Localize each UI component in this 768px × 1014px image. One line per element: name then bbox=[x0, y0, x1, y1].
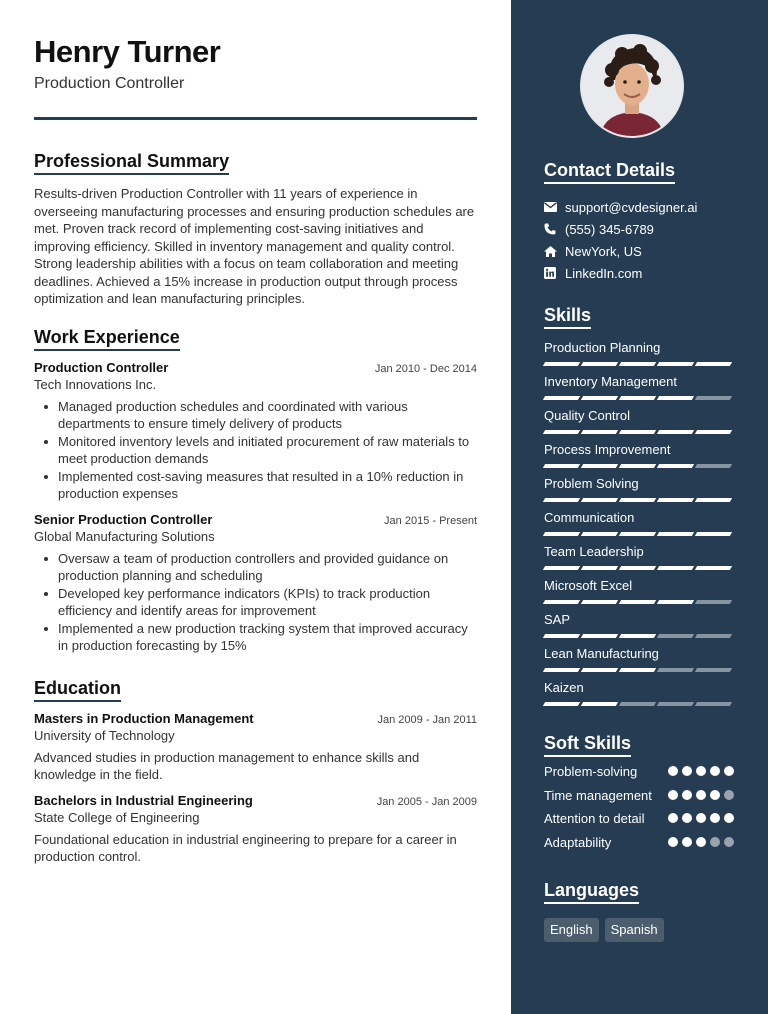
job-bullet: Oversaw a team of production controllers and provided guidance on production planning and scheduling bbox=[58, 550, 477, 585]
rating-dot-filled bbox=[682, 837, 692, 847]
language-tag: Spanish bbox=[605, 918, 664, 942]
soft-skill-name: Problem-solving bbox=[544, 764, 638, 779]
rating-bar-filled bbox=[619, 396, 656, 400]
home-icon bbox=[544, 246, 565, 257]
skill-item bbox=[544, 407, 734, 434]
rating-bar-filled bbox=[619, 634, 656, 638]
job-company: Global Manufacturing Solutions bbox=[34, 528, 215, 544]
soft-skills-section bbox=[544, 732, 734, 851]
profile-photo bbox=[580, 34, 684, 138]
soft-skills-list bbox=[544, 763, 734, 851]
rating-dot-filled bbox=[668, 813, 678, 823]
degree-description: Advanced studies in production management to enhance skills and knowledge in the field. bbox=[34, 749, 420, 782]
rating-bar-filled bbox=[619, 600, 656, 604]
contact-heading: Contact Details bbox=[544, 159, 675, 184]
job-company: Tech Innovations Inc. bbox=[34, 376, 157, 392]
job-entry bbox=[34, 360, 477, 503]
skill-rating bbox=[544, 600, 734, 604]
rating-bar-filled bbox=[581, 362, 618, 366]
contact-email[interactable] bbox=[544, 196, 734, 218]
rating-dot-filled bbox=[696, 766, 706, 776]
skill-name: SAP bbox=[544, 612, 571, 627]
job-dates: Jan 2015 - Present bbox=[384, 514, 477, 527]
summary-text: Results-driven Production Controller with 11 years of experience in overseeing manufacturing processes and ensuring production schedules are met. Proven track record of implementing cost-saving initiatives and improving efficiency. Skilled in inventory management and quality control. Strong leadership abilities with a focus on team collaboration and meeting deadlines. Achieved a 15% increase in production output through process optimization and lean manufacturing principles. bbox=[34, 186, 475, 306]
rating-dot-filled bbox=[682, 766, 692, 776]
rating-bar-filled bbox=[543, 498, 580, 502]
sidebar bbox=[511, 0, 768, 1014]
skill-name: Communication bbox=[544, 510, 635, 525]
rating-bar-filled bbox=[657, 532, 694, 536]
rating-bar-empty bbox=[695, 668, 732, 672]
job-bullet: Monitored inventory levels and initiated procurement of raw materials to meet production demands bbox=[58, 433, 477, 468]
languages-list bbox=[544, 918, 734, 942]
rating-bar-filled bbox=[543, 532, 580, 536]
candidate-title: Production Controller bbox=[34, 75, 185, 92]
contact-location bbox=[544, 240, 734, 262]
degree-dates: Jan 2009 - Jan 2011 bbox=[377, 713, 477, 726]
education-heading: Education bbox=[34, 677, 121, 702]
rating-bar-filled bbox=[657, 464, 694, 468]
soft-skill-name: Adaptability bbox=[544, 834, 612, 850]
school-name: State College of Engineering bbox=[34, 809, 200, 825]
degree-title: Masters in Production Management bbox=[34, 710, 254, 726]
skill-name: Production Planning bbox=[544, 340, 661, 355]
rating-bar-empty bbox=[657, 702, 694, 706]
skill-item bbox=[544, 441, 734, 468]
school-name: University of Technology bbox=[34, 727, 175, 743]
skill-item bbox=[544, 679, 734, 706]
summary-heading: Professional Summary bbox=[34, 150, 229, 175]
rating-bar-filled bbox=[543, 634, 580, 638]
rating-dot-filled bbox=[724, 766, 734, 776]
skill-rating bbox=[544, 430, 734, 434]
skill-rating bbox=[544, 362, 734, 366]
linkedin-icon bbox=[544, 267, 565, 279]
skill-rating bbox=[544, 702, 734, 706]
rating-bar-filled bbox=[581, 464, 618, 468]
skills-heading: Skills bbox=[544, 304, 591, 329]
rating-bar-filled bbox=[619, 566, 656, 570]
skill-name: Inventory Management bbox=[544, 374, 677, 389]
skill-rating bbox=[544, 566, 734, 570]
rating-bar-filled bbox=[657, 396, 694, 400]
education-entry bbox=[34, 711, 477, 784]
skill-rating bbox=[544, 532, 734, 536]
rating-bar-empty bbox=[695, 634, 732, 638]
rating-dot-filled bbox=[696, 790, 706, 800]
location-text: NewYork, US bbox=[565, 243, 642, 259]
education-entry bbox=[34, 793, 477, 866]
skill-item bbox=[544, 339, 734, 366]
rating-bar-filled bbox=[543, 668, 580, 672]
rating-bar-filled bbox=[581, 430, 618, 434]
rating-bar-filled bbox=[581, 702, 618, 706]
rating-bar-filled bbox=[657, 362, 694, 366]
soft-skill-name: Time management bbox=[544, 787, 652, 803]
rating-dot-filled bbox=[724, 813, 734, 823]
rating-dot-filled bbox=[668, 790, 678, 800]
rating-bar-filled bbox=[619, 430, 656, 434]
skill-item bbox=[544, 543, 734, 570]
job-bullet: Managed production schedules and coordinated with various departments to ensure timely delivery of products bbox=[58, 398, 477, 433]
skill-item bbox=[544, 509, 734, 536]
phone-icon bbox=[544, 223, 565, 235]
rating-bar-empty bbox=[657, 634, 694, 638]
email-text: support@cvdesigner.ai bbox=[565, 199, 698, 215]
job-bullet: Implemented a new production tracking system that improved accuracy in production forecasting by 15% bbox=[58, 620, 477, 655]
header-divider bbox=[34, 117, 477, 120]
rating-bar-filled bbox=[695, 430, 732, 434]
soft-skill-item bbox=[544, 763, 734, 781]
soft-skill-name: Attention to detail bbox=[544, 811, 645, 826]
rating-bar-filled bbox=[543, 362, 580, 366]
language-tag: English bbox=[544, 918, 599, 942]
rating-dot-filled bbox=[668, 766, 678, 776]
rating-bar-filled bbox=[543, 600, 580, 604]
soft-skill-rating bbox=[668, 813, 734, 828]
experience-section bbox=[34, 326, 477, 655]
job-bullet: Developed key performance indicators (KPIs) to track production efficiency and identify areas for improvement bbox=[58, 585, 477, 620]
skill-rating bbox=[544, 498, 734, 502]
rating-bar-filled bbox=[543, 566, 580, 570]
rating-bar-filled bbox=[543, 702, 580, 706]
rating-bar-filled bbox=[619, 498, 656, 502]
skills-section bbox=[544, 304, 734, 706]
rating-dot-filled bbox=[682, 790, 692, 800]
experience-heading: Work Experience bbox=[34, 326, 180, 351]
degree-dates: Jan 2005 - Jan 2009 bbox=[376, 795, 477, 808]
languages-heading: Languages bbox=[544, 879, 639, 904]
rating-dot-empty bbox=[724, 790, 734, 800]
job-dates: Jan 2010 - Dec 2014 bbox=[374, 362, 477, 375]
skill-rating bbox=[544, 464, 734, 468]
rating-bar-filled bbox=[581, 532, 618, 536]
languages-section bbox=[544, 879, 734, 942]
candidate-name: Henry Turner bbox=[34, 34, 221, 69]
contact-phone[interactable] bbox=[544, 218, 734, 240]
job-bullet: Implemented cost-saving measures that resulted in a 10% reduction in production expenses bbox=[58, 468, 477, 503]
skill-name: Microsoft Excel bbox=[544, 578, 633, 593]
soft-skills-heading: Soft Skills bbox=[544, 732, 631, 757]
soft-skill-item bbox=[544, 787, 734, 805]
soft-skill-rating bbox=[668, 766, 734, 781]
skill-item bbox=[544, 373, 734, 400]
rating-bar-filled bbox=[619, 362, 656, 366]
skill-item bbox=[544, 611, 734, 638]
rating-bar-filled bbox=[543, 464, 580, 468]
skills-list bbox=[544, 339, 734, 706]
rating-bar-empty bbox=[695, 702, 732, 706]
soft-skill-rating bbox=[668, 837, 734, 852]
rating-dot-filled bbox=[710, 790, 720, 800]
rating-bar-filled bbox=[581, 600, 618, 604]
rating-bar-filled bbox=[543, 396, 580, 400]
rating-bar-filled bbox=[581, 566, 618, 570]
soft-skill-item bbox=[544, 810, 734, 828]
rating-bar-filled bbox=[657, 600, 694, 604]
rating-bar-filled bbox=[657, 498, 694, 502]
rating-bar-filled bbox=[695, 566, 732, 570]
rating-bar-filled bbox=[581, 498, 618, 502]
rating-bar-filled bbox=[695, 532, 732, 536]
envelope-icon bbox=[544, 202, 565, 212]
skill-name: Team Leadership bbox=[544, 544, 644, 559]
job-title: Senior Production Controller bbox=[34, 511, 213, 527]
rating-bar-filled bbox=[581, 634, 618, 638]
soft-skill-item bbox=[544, 834, 734, 852]
education-section bbox=[34, 677, 477, 866]
skill-name: Lean Manufacturing bbox=[544, 646, 659, 661]
rating-bar-filled bbox=[581, 668, 618, 672]
skill-item bbox=[544, 645, 734, 672]
rating-bar-filled bbox=[619, 532, 656, 536]
rating-bar-filled bbox=[619, 464, 656, 468]
rating-dot-filled bbox=[710, 766, 720, 776]
summary-section bbox=[34, 150, 477, 308]
skill-rating bbox=[544, 396, 734, 400]
skill-name: Quality Control bbox=[544, 408, 630, 423]
skill-rating bbox=[544, 668, 734, 672]
rating-bar-empty bbox=[657, 668, 694, 672]
job-entry bbox=[34, 512, 477, 655]
contact-linkedin[interactable] bbox=[544, 262, 734, 284]
skill-item bbox=[544, 475, 734, 502]
rating-bar-filled bbox=[543, 430, 580, 434]
degree-title: Bachelors in Industrial Engineering bbox=[34, 792, 253, 808]
rating-dot-empty bbox=[724, 837, 734, 847]
rating-bar-filled bbox=[619, 668, 656, 672]
rating-bar-empty bbox=[619, 702, 656, 706]
rating-dot-empty bbox=[710, 837, 720, 847]
degree-description: Foundational education in industrial engineering to prepare for a career in production control. bbox=[34, 831, 457, 864]
job-title: Production Controller bbox=[34, 359, 169, 375]
skill-name: Problem Solving bbox=[544, 476, 639, 491]
rating-bar-filled bbox=[695, 362, 732, 366]
skill-name: Kaizen bbox=[544, 680, 584, 695]
rating-dot-filled bbox=[696, 813, 706, 823]
rating-bar-filled bbox=[695, 498, 732, 502]
soft-skill-rating bbox=[668, 790, 734, 805]
rating-dot-filled bbox=[696, 837, 706, 847]
rating-bar-filled bbox=[657, 430, 694, 434]
rating-bar-empty bbox=[695, 396, 732, 400]
linkedin-text: LinkedIn.com bbox=[565, 265, 643, 281]
contact-section bbox=[544, 159, 734, 284]
rating-bar-filled bbox=[581, 396, 618, 400]
rating-dot-filled bbox=[682, 813, 692, 823]
rating-bar-filled bbox=[657, 566, 694, 570]
skill-name: Process Improvement bbox=[544, 442, 671, 457]
phone-text: (555) 345-6789 bbox=[565, 221, 654, 237]
skill-rating bbox=[544, 634, 734, 638]
rating-dot-filled bbox=[668, 837, 678, 847]
rating-bar-empty bbox=[695, 464, 732, 468]
skill-item bbox=[544, 577, 734, 604]
rating-bar-empty bbox=[695, 600, 732, 604]
rating-dot-filled bbox=[710, 813, 720, 823]
